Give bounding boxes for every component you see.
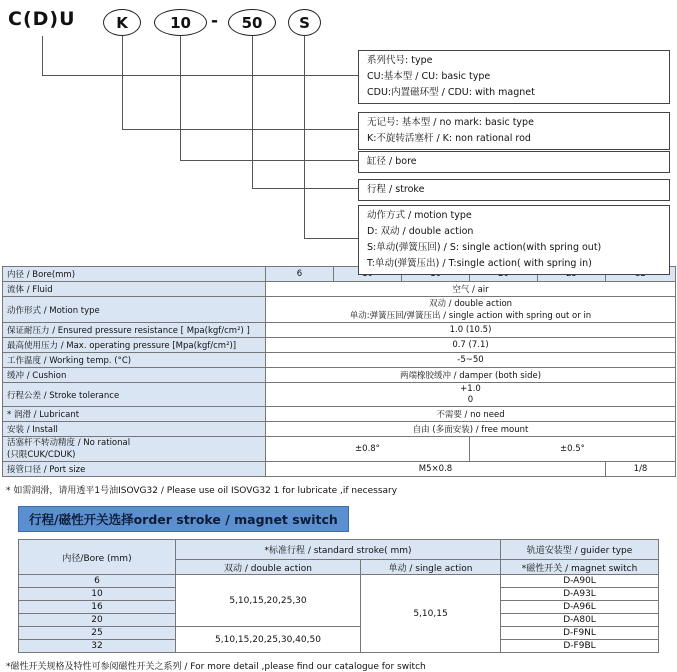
spec-motion-line: 单动:弹簧压回/弹簧压出 / single action with spring out or in xyxy=(349,310,592,321)
bore-value: 32 xyxy=(19,640,176,653)
lubricant-note: * 如需润滑，请用透平1号油ISOVG32 / Please use oil ISOVG32 1 for lubricate ,if necessary xyxy=(6,486,398,496)
bore-value: 10 xyxy=(19,588,176,601)
spec-max-pressure-label: 最高使用压力 / Max. operating pressure [Mpa(kgf/cm²)] xyxy=(3,338,266,353)
guider-type-header: 轨道安装型 / guider type xyxy=(501,540,659,560)
spec-install-row xyxy=(3,422,676,437)
spec-working-temp-row xyxy=(3,353,676,368)
callout-line: D: 双动 / double action xyxy=(367,226,474,237)
callout-bore xyxy=(358,151,670,173)
stroke-table-header-row-1 xyxy=(19,540,659,560)
switch-note: *磁性开关规格及特性可参阅磁性开关之系列 / For more detail ,please find our catalogue for switch xyxy=(6,662,426,672)
switch-model: D-F9BL xyxy=(501,640,659,653)
model-code-bore: 10 xyxy=(154,9,207,36)
spec-port-size-main: M5×0.8 xyxy=(266,462,606,477)
spec-ensured-pressure-label: 保证耐压力 / Ensured pressure resistance [ Mpa(kgf/cm²) ] xyxy=(3,323,266,338)
callout-line: T:单动(弹簧压出) / T:single action( with spring in) xyxy=(367,258,592,269)
callout-line: 缸径 / bore xyxy=(367,156,417,167)
spec-motion-value xyxy=(266,297,676,323)
connector-motion-line xyxy=(304,36,358,239)
spec-motion-label: 动作形式 / Motion type xyxy=(3,297,266,323)
callout-motion-type xyxy=(358,205,670,275)
switch-model: D-A90L xyxy=(501,575,659,588)
model-code-option-k: K xyxy=(103,9,141,36)
spec-no-rational-row xyxy=(3,437,676,462)
stroke-row xyxy=(19,575,659,588)
bore-value: 6 xyxy=(19,575,176,588)
switch-model: D-A96L xyxy=(501,601,659,614)
stroke-switch-table xyxy=(18,539,659,653)
spec-no-rational-large: ±0.5° xyxy=(470,437,676,462)
spec-cushion-label: 缓冲 / Cushion xyxy=(3,368,266,383)
spec-bore-value: 6 xyxy=(266,267,334,282)
callout-line: CDU:内置磁环型 / CDU: with magnet xyxy=(367,87,535,98)
bore-value: 25 xyxy=(19,627,176,640)
double-stroke-large: 5,10,15,20,25,30,40,50 xyxy=(176,627,361,653)
spec-ensured-pressure-value: 1.0 (10.5) xyxy=(266,323,676,338)
spec-lubricant-label: * 润滑 / Lubricant xyxy=(3,407,266,422)
spec-stroke-tolerance-value xyxy=(266,383,676,407)
stroke-bore-header: 内径/Bore (mm) xyxy=(19,540,176,575)
spec-fluid-row xyxy=(3,282,676,297)
section-title-bar: 行程/磁性开关选择order stroke / magnet switch xyxy=(18,506,349,532)
callout-line: 行程 / stroke xyxy=(367,184,425,195)
spec-motion-row xyxy=(3,297,676,323)
model-code-action: S xyxy=(288,9,321,36)
model-code-dash: - xyxy=(211,11,219,31)
standard-stroke-header: *标准行程 / standard stroke( mm) xyxy=(176,540,501,560)
callout-series-type xyxy=(358,50,670,104)
model-code-diagram xyxy=(0,0,677,269)
callout-line: 无记号: 基本型 / no mark: basic type xyxy=(367,117,534,128)
spec-bore-label: 内径 / Bore(mm) xyxy=(3,267,266,282)
spec-port-size-label: 接管口径 / Port size xyxy=(3,462,266,477)
spec-cushion-value: 两端橡胶缓冲 / damper (both side) xyxy=(266,368,676,383)
callout-line: 系列代号: type xyxy=(367,55,433,66)
spec-install-label: 安装 / Install xyxy=(3,422,266,437)
callout-line: CU:基本型 / CU: basic type xyxy=(367,71,491,82)
magnet-switch-header: *磁性开关 / magnet switch xyxy=(501,560,659,575)
single-stroke: 5,10,15 xyxy=(361,575,501,653)
spec-lubricant-value: 不需要 / no need xyxy=(266,407,676,422)
spec-ensured-pressure-row xyxy=(3,323,676,338)
spec-no-rational-label xyxy=(3,437,266,462)
spec-max-pressure-row xyxy=(3,338,676,353)
callout-stroke xyxy=(358,179,670,201)
callout-line: S:单动(弹簧压回) / S: single action(with spring out) xyxy=(367,242,602,253)
model-code-stroke: 50 xyxy=(228,9,276,36)
spec-cushion-row xyxy=(3,368,676,383)
single-action-header: 单动 / single action xyxy=(361,560,501,575)
tolerance-lower: 0 xyxy=(467,394,474,405)
callout-line: 动作方式 / motion type xyxy=(367,210,472,221)
spec-port-size-32: 1/8 xyxy=(606,462,676,477)
callout-line: K:不旋转活塞杆 / K: non rational rod xyxy=(367,133,531,144)
double-action-header: 双动 / double action xyxy=(176,560,361,575)
double-stroke-small: 5,10,15,20,25,30 xyxy=(176,575,361,627)
switch-model: D-A93L xyxy=(501,588,659,601)
spec-working-temp-label: 工作温度 / Working temp. (°C) xyxy=(3,353,266,368)
stroke-row xyxy=(19,627,659,640)
spec-stroke-tolerance-label: 行程公差 / Stroke tolerance xyxy=(3,383,266,407)
spec-no-rational-label-line: (只限CUK/CDUK) xyxy=(7,450,76,460)
callout-rod-type xyxy=(358,112,670,150)
switch-model: D-A80L xyxy=(501,614,659,627)
bore-value: 16 xyxy=(19,601,176,614)
spec-table xyxy=(2,266,676,477)
spec-install-value: 自由 (多面安装) / free mount xyxy=(266,422,676,437)
spec-no-rational-label-line: 活塞杆不转动精度 / No rational xyxy=(7,438,131,448)
spec-lubricant-row xyxy=(3,407,676,422)
spec-motion-line: 双动 / double action xyxy=(428,298,513,309)
spec-fluid-value: 空气 / air xyxy=(266,282,676,297)
spec-port-size-row xyxy=(3,462,676,477)
spec-stroke-tolerance-row xyxy=(3,383,676,407)
spec-no-rational-small: ±0.8° xyxy=(266,437,470,462)
model-code-base: C(D)U xyxy=(8,8,76,30)
tolerance-upper: +1.0 xyxy=(460,383,481,394)
switch-model: D-F9NL xyxy=(501,627,659,640)
bore-value: 20 xyxy=(19,614,176,627)
spec-fluid-label: 流体 / Fluid xyxy=(3,282,266,297)
spec-working-temp-value: -5~50 xyxy=(266,353,676,368)
spec-max-pressure-value: 0.7 (7.1) xyxy=(266,338,676,353)
